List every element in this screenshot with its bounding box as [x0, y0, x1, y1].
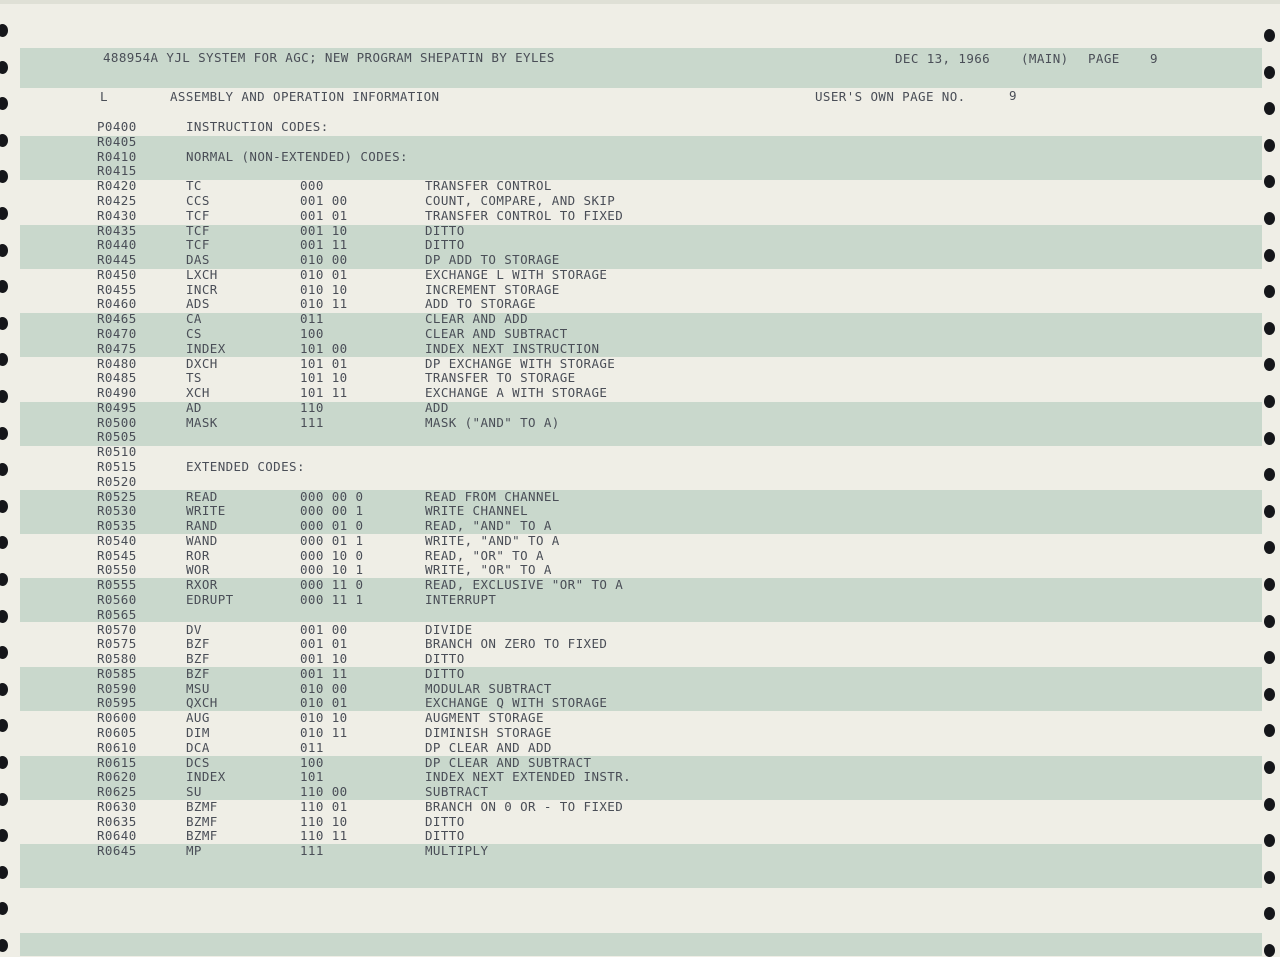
feed-hole: [1264, 944, 1275, 957]
sequence-number: R0545: [97, 547, 137, 563]
feed-hole: [1264, 249, 1275, 262]
opcode-bits: 010 10: [300, 281, 348, 297]
feed-hole: [1264, 505, 1275, 518]
opcode-bits: 010 11: [300, 296, 348, 312]
instruction-mnemonic: LXCH: [186, 266, 218, 282]
instruction-mnemonic: DIM: [186, 725, 210, 740]
sequence-number: R0515: [97, 458, 137, 474]
sequence-number: R0590: [97, 680, 137, 696]
sequence-number: R0595: [97, 695, 137, 711]
sequence-number: R0645: [97, 843, 137, 859]
feed-hole: [1264, 139, 1275, 152]
sequence-number: R0455: [97, 281, 137, 297]
sequence-number: R0550: [97, 562, 137, 578]
instruction-description: DIVIDE: [425, 621, 473, 637]
feed-hole: [0, 317, 8, 330]
sequence-number: R0450: [97, 266, 137, 282]
opcode-bits: 110 11: [300, 828, 348, 844]
feed-hole: [0, 24, 8, 37]
feed-hole: [0, 829, 8, 842]
instruction-mnemonic: WAND: [186, 532, 218, 548]
instruction-mnemonic: ADS: [186, 296, 210, 312]
instruction-description: BRANCH ON 0 OR - TO FIXED: [425, 798, 624, 814]
instruction-description: TRANSFER CONTROL TO FIXED: [425, 207, 624, 223]
feed-hole: [1264, 102, 1275, 115]
instruction-mnemonic: MASK: [186, 414, 218, 430]
sequence-number: R0495: [97, 399, 137, 415]
instruction-description: EXCHANGE Q WITH STORAGE: [425, 695, 608, 711]
instruction-mnemonic: WRITE: [186, 503, 226, 519]
instruction-mnemonic: READ: [186, 488, 218, 504]
sequence-number: R0470: [97, 325, 137, 341]
feed-hole: [0, 500, 8, 513]
feed-hole: [1264, 651, 1275, 664]
instruction-mnemonic: CS: [186, 325, 202, 341]
feed-hole: [1264, 212, 1275, 225]
opcode-bits: 001 01: [300, 636, 348, 652]
instruction-description: ADD TO STORAGE: [425, 296, 536, 312]
instruction-description: CLEAR AND SUBTRACT: [425, 325, 568, 341]
sequence-number: R0410: [97, 148, 137, 164]
instruction-mnemonic: QXCH: [186, 695, 218, 711]
opcode-bits: 101 10: [300, 370, 348, 386]
opcode-bits: 010 10: [300, 710, 348, 726]
feed-hole: [0, 463, 8, 476]
sequence-number: R0490: [97, 385, 137, 400]
feed-hole: [0, 97, 8, 110]
feed-hole: [1264, 615, 1275, 628]
line-marker: L: [100, 89, 108, 104]
page-number: 9: [1150, 51, 1158, 66]
feed-hole: [0, 866, 8, 879]
instruction-description: SUBTRACT: [425, 784, 489, 800]
listing-heading: EXTENDED CODES:: [186, 458, 305, 474]
instruction-description: TRANSFER CONTROL: [425, 178, 552, 194]
sequence-number: R0535: [97, 518, 137, 534]
instruction-description: DP CLEAR AND SUBTRACT: [425, 754, 592, 770]
sequence-number: R0610: [97, 739, 137, 755]
sequence-number: P0400: [97, 119, 137, 134]
feed-hole: [0, 573, 8, 586]
instruction-mnemonic: TS: [186, 370, 202, 386]
instruction-mnemonic: CA: [186, 311, 202, 327]
sequence-number: R0425: [97, 192, 137, 208]
paper-top-edge: [0, 0, 1280, 4]
instruction-mnemonic: DXCH: [186, 355, 218, 371]
feed-hole: [1264, 761, 1275, 774]
sequence-number: R0440: [97, 237, 137, 253]
feed-hole: [0, 353, 8, 366]
sequence-number: R0460: [97, 296, 137, 312]
opcode-bits: 010 00: [300, 252, 348, 267]
feed-hole: [0, 207, 8, 220]
page-label: PAGE: [1088, 51, 1120, 66]
sequence-number: R0640: [97, 828, 137, 844]
instruction-mnemonic: BZF: [186, 665, 210, 681]
greenbar-band: [20, 844, 1262, 888]
sequence-number: R0575: [97, 636, 137, 652]
opcode-bits: 100: [300, 325, 324, 341]
instruction-description: MODULAR SUBTRACT: [425, 680, 552, 696]
feed-hole: [0, 719, 8, 732]
feed-hole: [0, 390, 8, 403]
instruction-mnemonic: DV: [186, 621, 202, 637]
instruction-mnemonic: INDEX: [186, 769, 226, 785]
instruction-mnemonic: ROR: [186, 547, 210, 563]
opcode-bits: 000 10 0: [300, 547, 364, 563]
instruction-description: WRITE, "OR" TO A: [425, 562, 552, 578]
instruction-description: DITTO: [425, 222, 465, 238]
feed-hole: [1264, 175, 1275, 188]
instruction-description: INCREMENT STORAGE: [425, 281, 560, 297]
feed-hole: [1264, 285, 1275, 298]
opcode-bits: 010 01: [300, 695, 348, 711]
opcode-bits: 001 01: [300, 207, 348, 223]
sequence-number: R0580: [97, 651, 137, 667]
instruction-mnemonic: DCS: [186, 754, 210, 770]
instruction-mnemonic: RAND: [186, 518, 218, 534]
feed-hole: [0, 61, 8, 74]
instruction-description: DITTO: [425, 828, 465, 844]
feed-hole: [0, 280, 8, 293]
sequence-number: R0540: [97, 532, 137, 548]
opcode-bits: 000 00 1: [300, 503, 364, 519]
opcode-bits: 001 10: [300, 651, 348, 667]
instruction-description: EXCHANGE L WITH STORAGE: [425, 266, 608, 282]
feed-hole: [1264, 29, 1275, 42]
feed-hole: [0, 536, 8, 549]
sequence-number: R0560: [97, 592, 137, 607]
feed-hole: [1264, 322, 1275, 335]
opcode-bits: 001 11: [300, 237, 348, 253]
sequence-number: R0570: [97, 621, 137, 637]
listing-heading: INSTRUCTION CODES:: [186, 119, 329, 134]
instruction-mnemonic: BZF: [186, 651, 210, 667]
instruction-description: CLEAR AND ADD: [425, 311, 529, 327]
sequence-number: R0620: [97, 769, 137, 785]
sequence-number: R0605: [97, 725, 137, 740]
instruction-mnemonic: TCF: [186, 222, 210, 238]
instruction-description: READ FROM CHANNEL: [425, 488, 560, 504]
instruction-description: READ, EXCLUSIVE "OR" TO A: [425, 577, 624, 593]
opcode-bits: 111: [300, 414, 324, 430]
sequence-number: R0625: [97, 784, 137, 800]
feed-hole: [0, 756, 8, 769]
instruction-mnemonic: AUG: [186, 710, 210, 726]
feed-hole: [0, 170, 8, 183]
instruction-description: BRANCH ON ZERO TO FIXED: [425, 636, 608, 652]
feed-hole: [0, 134, 8, 147]
users-page-label: USER'S OWN PAGE NO.: [815, 89, 966, 104]
feed-hole: [0, 427, 8, 440]
instruction-mnemonic: CCS: [186, 192, 210, 208]
sequence-number: R0630: [97, 798, 137, 814]
feed-hole: [1264, 578, 1275, 591]
feed-hole: [1264, 834, 1275, 847]
instruction-mnemonic: XCH: [186, 385, 210, 400]
print-date: DEC 13, 1966: [895, 51, 991, 66]
feed-hole: [1264, 468, 1275, 481]
section-title: ASSEMBLY AND OPERATION INFORMATION: [170, 89, 440, 104]
sequence-number: R0480: [97, 355, 137, 371]
sequence-number: R0555: [97, 577, 137, 593]
job-title: 488954A YJL SYSTEM FOR AGC; NEW PROGRAM SHEPATIN BY EYLES: [103, 50, 555, 65]
opcode-bits: 000 00 0: [300, 488, 364, 504]
opcode-bits: 111: [300, 843, 324, 859]
feed-hole: [0, 902, 8, 915]
feed-hole: [1264, 358, 1275, 371]
opcode-bits: 100: [300, 754, 324, 770]
opcode-bits: 000 01 1: [300, 532, 364, 548]
sequence-number: R0585: [97, 665, 137, 681]
instruction-description: DP CLEAR AND ADD: [425, 739, 552, 755]
feed-hole: [1264, 798, 1275, 811]
instruction-mnemonic: BZMF: [186, 828, 218, 844]
opcode-bits: 001 10: [300, 222, 348, 238]
sequence-number: R0465: [97, 311, 137, 327]
sequence-number: R0530: [97, 503, 137, 519]
feed-hole: [0, 683, 8, 696]
instruction-description: DIMINISH STORAGE: [425, 725, 552, 740]
opcode-bits: 010 00: [300, 680, 348, 696]
opcode-bits: 001 00: [300, 621, 348, 637]
sequence-number: R0565: [97, 606, 137, 622]
instruction-description: ADD: [425, 399, 449, 415]
feed-hole: [0, 610, 8, 623]
instruction-description: DP EXCHANGE WITH STORAGE: [425, 355, 616, 371]
opcode-bits: 110 00: [300, 784, 348, 800]
instruction-description: AUGMENT STORAGE: [425, 710, 544, 726]
instruction-mnemonic: AD: [186, 399, 202, 415]
instruction-mnemonic: INDEX: [186, 340, 226, 356]
opcode-bits: 110 10: [300, 813, 348, 829]
feed-hole: [1264, 66, 1275, 79]
sequence-number: R0520: [97, 473, 137, 489]
feed-hole: [0, 939, 8, 952]
instruction-description: TRANSFER TO STORAGE: [425, 370, 576, 386]
feed-hole: [1264, 395, 1275, 408]
instruction-mnemonic: TC: [186, 178, 202, 194]
opcode-bits: 000 11 1: [300, 592, 364, 607]
feed-hole: [1264, 688, 1275, 701]
sequence-number: R0500: [97, 414, 137, 430]
opcode-bits: 101 11: [300, 385, 348, 400]
sequence-number: R0485: [97, 370, 137, 386]
instruction-description: READ, "OR" TO A: [425, 547, 544, 563]
feed-hole: [1264, 907, 1275, 920]
instruction-description: INDEX NEXT EXTENDED INSTR.: [425, 769, 632, 785]
opcode-bits: 110 01: [300, 798, 348, 814]
instruction-mnemonic: TCF: [186, 237, 210, 253]
instruction-description: WRITE CHANNEL: [425, 503, 529, 519]
section-label: (MAIN): [1021, 51, 1069, 66]
instruction-description: EXCHANGE A WITH STORAGE: [425, 385, 608, 400]
instruction-description: DITTO: [425, 813, 465, 829]
sequence-number: R0635: [97, 813, 137, 829]
opcode-bits: 101: [300, 769, 324, 785]
opcode-bits: 011: [300, 739, 324, 755]
instruction-mnemonic: DCA: [186, 739, 210, 755]
opcode-bits: 000: [300, 178, 324, 194]
instruction-mnemonic: RXOR: [186, 577, 218, 593]
instruction-mnemonic: INCR: [186, 281, 218, 297]
instruction-mnemonic: WOR: [186, 562, 210, 578]
listing-heading: NORMAL (NON-EXTENDED) CODES:: [186, 148, 408, 164]
instruction-description: INTERRUPT: [425, 592, 497, 607]
instruction-description: MULTIPLY: [425, 843, 489, 859]
opcode-bits: 000 11 0: [300, 577, 364, 593]
instruction-description: WRITE, "AND" TO A: [425, 532, 560, 548]
users-page-number: 9: [1009, 88, 1017, 103]
opcode-bits: 101 00: [300, 340, 348, 356]
instruction-mnemonic: MSU: [186, 680, 210, 696]
sequence-number: R0405: [97, 133, 137, 149]
feed-hole: [1264, 432, 1275, 445]
instruction-description: DITTO: [425, 237, 465, 253]
instruction-description: COUNT, COMPARE, AND SKIP: [425, 192, 616, 208]
sequence-number: R0600: [97, 710, 137, 726]
opcode-bits: 000 10 1: [300, 562, 364, 578]
feed-hole: [1264, 541, 1275, 554]
instruction-mnemonic: EDRUPT: [186, 592, 234, 607]
opcode-bits: 110: [300, 399, 324, 415]
sequence-number: R0475: [97, 340, 137, 356]
instruction-description: READ, "AND" TO A: [425, 518, 552, 534]
opcode-bits: 001 11: [300, 665, 348, 681]
instruction-mnemonic: MP: [186, 843, 202, 859]
feed-hole: [1264, 724, 1275, 737]
instruction-mnemonic: TCF: [186, 207, 210, 223]
sequence-number: R0510: [97, 444, 137, 460]
instruction-description: DP ADD TO STORAGE: [425, 252, 560, 267]
instruction-mnemonic: BZF: [186, 636, 210, 652]
feed-hole: [0, 793, 8, 806]
opcode-bits: 011: [300, 311, 324, 327]
instruction-description: DITTO: [425, 665, 465, 681]
instruction-mnemonic: DAS: [186, 252, 210, 267]
feed-hole: [0, 244, 8, 257]
sequence-number: R0435: [97, 222, 137, 238]
sequence-number: R0420: [97, 178, 137, 194]
sequence-number: R0525: [97, 488, 137, 504]
greenbar-band: [20, 933, 1262, 956]
instruction-description: MASK ("AND" TO A): [425, 414, 560, 430]
sequence-number: R0445: [97, 252, 137, 267]
opcode-bits: 010 01: [300, 266, 348, 282]
instruction-description: INDEX NEXT INSTRUCTION: [425, 340, 600, 356]
sequence-number: R0415: [97, 163, 137, 179]
instruction-mnemonic: BZMF: [186, 813, 218, 829]
instruction-description: DITTO: [425, 651, 465, 667]
feed-hole: [1264, 871, 1275, 884]
instruction-mnemonic: BZMF: [186, 798, 218, 814]
opcode-bits: 000 01 0: [300, 518, 364, 534]
feed-hole: [0, 646, 8, 659]
instruction-mnemonic: SU: [186, 784, 202, 800]
sequence-number: R0615: [97, 754, 137, 770]
opcode-bits: 101 01: [300, 355, 348, 371]
opcode-bits: 001 00: [300, 192, 348, 208]
opcode-bits: 010 11: [300, 725, 348, 740]
sequence-number: R0430: [97, 207, 137, 223]
sequence-number: R0505: [97, 429, 137, 445]
